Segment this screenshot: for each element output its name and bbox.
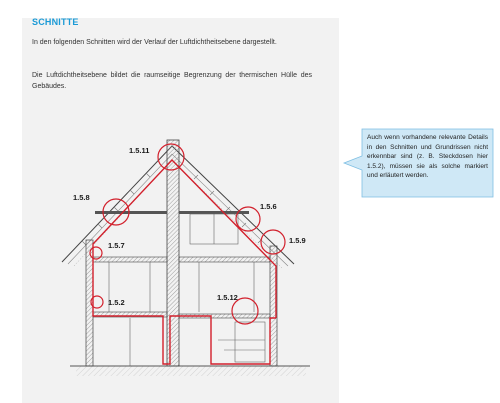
callout-text: Auch wenn vorhandene relevante Details in den Schnitten und Grundrissen nicht erkennbar sind (z. B. Steckdosen hier 1.5.2), müssen sie als solche markiert und erläutert werden.	[367, 134, 488, 179]
detail-label-1-5-8: 1.5.8	[73, 193, 90, 202]
detail-label-1-5-12: 1.5.12	[217, 293, 238, 302]
detail-label-1-5-11: 1.5.11	[129, 146, 150, 155]
section-heading: SCHNITTE	[32, 17, 79, 27]
left-outer-wall	[86, 240, 93, 366]
attic-floor-left	[95, 211, 167, 214]
intro-paragraph: In den folgenden Schnitten wird der Verlauf der Luftdichtheitsebene dargestellt.	[32, 39, 277, 46]
upper-slab-right	[179, 257, 270, 262]
definition-paragraph: Die Luftdichtheitsebene bildet die raumseitige Begrenzung der thermischen Hülle des Gebäudes.	[32, 72, 312, 90]
upper-slab-left	[93, 257, 167, 262]
detail-label-1-5-2: 1.5.2	[108, 298, 125, 307]
detail-label-1-5-7: 1.5.7	[108, 241, 125, 250]
detail-label-1-5-9: 1.5.9	[289, 236, 306, 245]
callout-note	[340, 128, 495, 198]
ground-hatch	[76, 366, 306, 376]
interior-details	[109, 214, 265, 366]
detail-label-1-5-6: 1.5.6	[260, 202, 277, 211]
central-wall	[167, 140, 179, 366]
detail-circles	[90, 144, 285, 324]
